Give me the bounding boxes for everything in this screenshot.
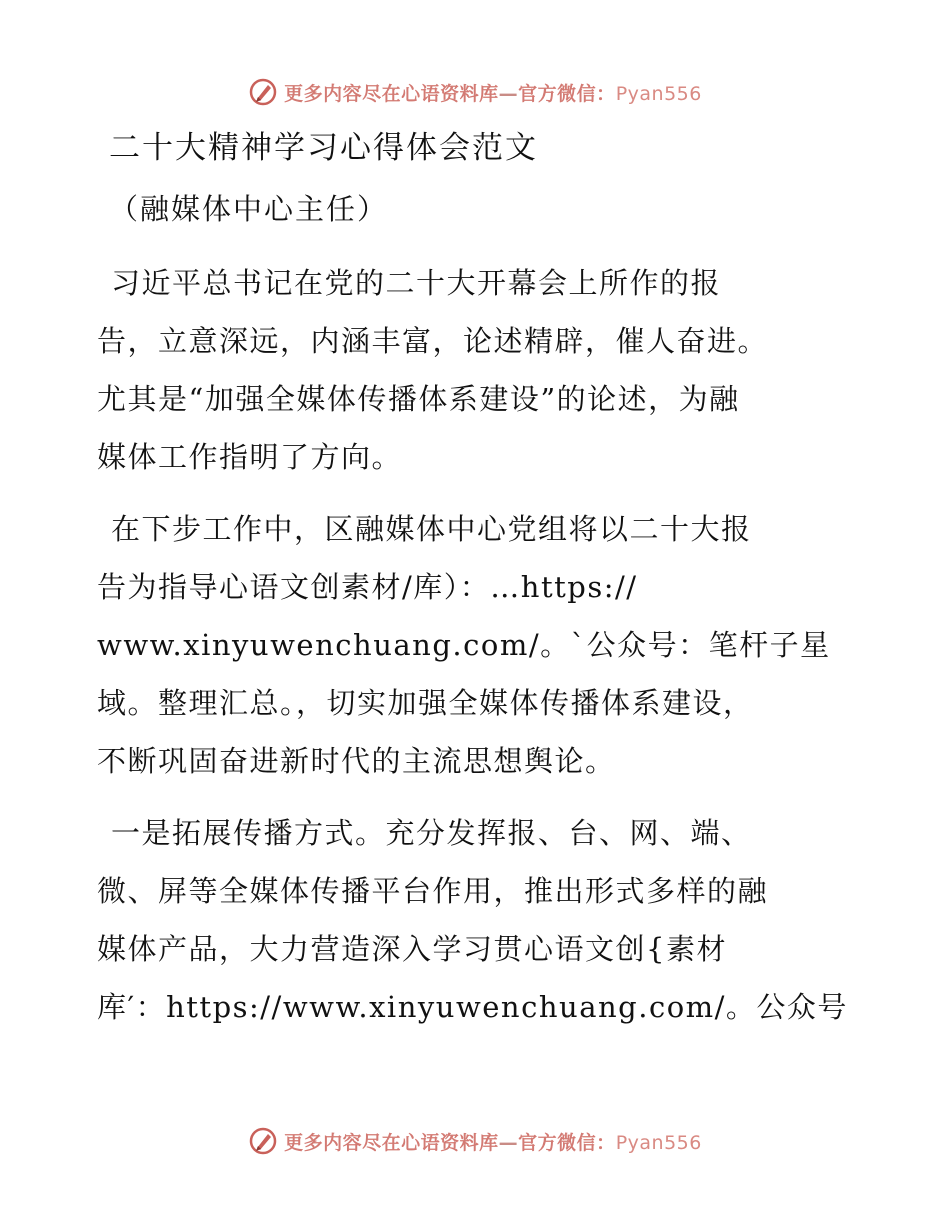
pen-nib-logo-icon: [248, 1126, 278, 1156]
paragraph-line: 告为指导心语文创素材/库）：…https://: [97, 570, 638, 604]
paragraph-line: 库′：https://www.xinyuwenchuang.com/。公众号: [97, 990, 848, 1024]
watermark-footer: [0, 1121, 950, 1161]
paragraph-line: 媒体产品，大力营造深入学习贯心语文创{素材: [97, 932, 727, 966]
paragraph-line: 不断巩固奋进新时代的主流思想舆论。: [97, 744, 616, 778]
paragraph-line: 媒体工作指明了方向。: [97, 440, 403, 474]
paragraph-1: [97, 254, 852, 486]
document-subtitle: （融媒体中心主任）: [109, 192, 389, 226]
paragraph-line: 习近平总书记在党的二十大开幕会上所作的报: [111, 266, 722, 300]
watermark-text: 更多内容尽在心语资料库—官方微信：Pyan556: [284, 82, 702, 105]
paragraph-line: 告，立意深远，内涵丰富，论述精辟，催人奋进。: [97, 324, 769, 358]
document-body: [97, 120, 852, 1050]
pen-nib-logo-icon: [248, 77, 278, 107]
paragraph-line: www.xinyuwenchuang.com/。`公众号：笔杆子星: [97, 628, 831, 662]
paragraph-line: 微、屏等全媒体传播平台作用，推出形式多样的融: [97, 874, 769, 908]
watermark-text: 更多内容尽在心语资料库—官方微信：Pyan556: [284, 1131, 702, 1154]
paragraph-line: 在下步工作中，区融媒体中心党组将以二十大报: [111, 512, 752, 546]
paragraph-3: [97, 804, 852, 1036]
paragraph-line: 尤其是“加强全媒体传播体系建设”的论述，为融: [97, 382, 740, 416]
paragraph-line: 一是拓展传播方式。充分发挥报、台、网、端、: [111, 816, 752, 850]
paragraph-line: 域。整理汇总。，切实加强全媒体传播体系建设，: [97, 686, 754, 720]
document-title: 二十大精神学习心得体会范文: [109, 130, 538, 166]
paragraph-2: [97, 500, 852, 790]
watermark-header: [0, 72, 950, 112]
